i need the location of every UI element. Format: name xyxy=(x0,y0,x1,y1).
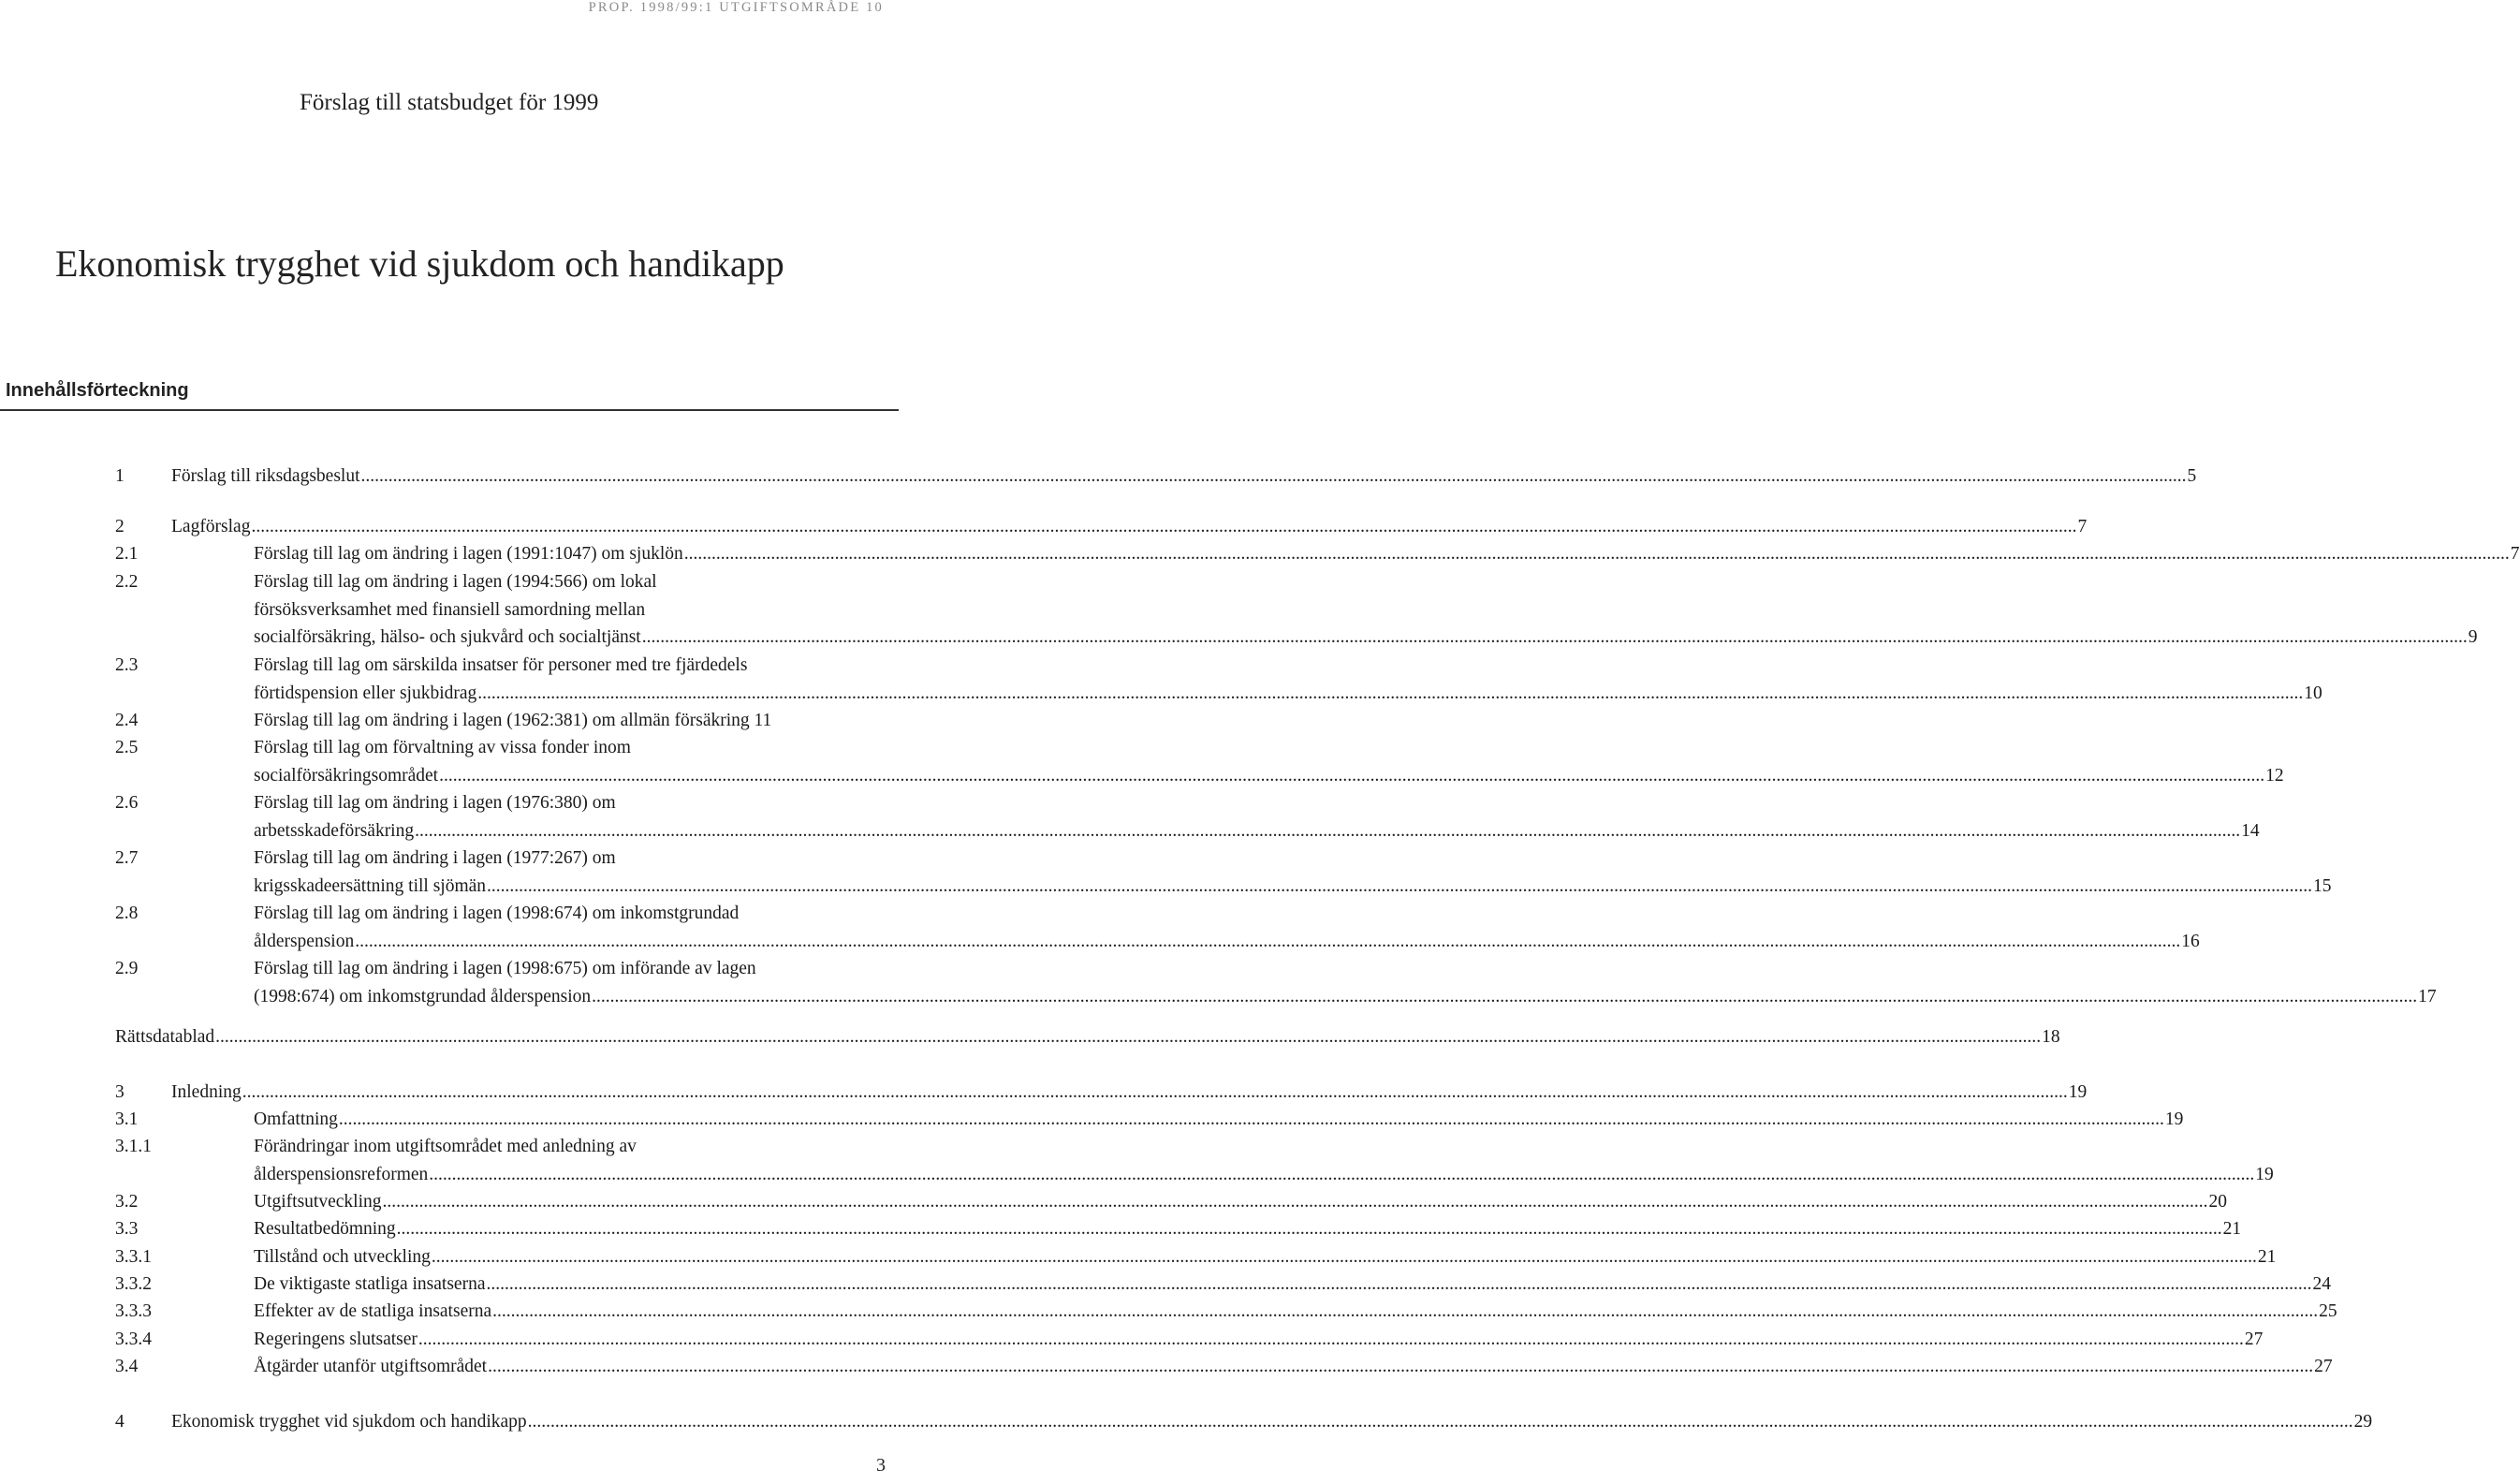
running-head: PROP. 1998/99:1 UTGIFTSOMRÅDE 10 xyxy=(588,0,884,15)
toc-entry-page: 10 xyxy=(2304,683,2322,703)
toc-entry-title: försöksverksamhet med finansiell samordning mellan xyxy=(254,599,646,620)
toc-entry-number: 2.2 xyxy=(115,572,139,592)
toc-entry-title: krigsskadeersättning till sjömän xyxy=(254,875,487,896)
toc-entry-number: 3.3.2 xyxy=(115,1274,152,1294)
dot-leader: ................................................................................................................................................................................................................................................................................................................................................................................................................ xyxy=(641,627,2468,647)
toc-entry-title: Förslag till lag om ändring i lagen (1962:381) om allmän försäkring 11 xyxy=(254,711,772,730)
dot-leader: ................................................................................................................................................................................................................................................................................................................................................................................................................ xyxy=(251,517,2077,536)
toc-entry-number: 3 xyxy=(115,1082,125,1102)
toc-entry-page: 9 xyxy=(2468,627,2478,647)
toc-entry-title: Förslag till lag om särskilda insatser för personer med tre fjärdedels xyxy=(254,655,748,675)
toc-entry-page: 27 xyxy=(2244,1330,2264,1349)
toc-entry-number: 2.9 xyxy=(115,959,139,978)
dot-leader: ................................................................................................................................................................................................................................................................................................................................................................................................................ xyxy=(592,986,2418,1006)
toc-entry-title: Förslag till lag om ändring i lagen (1994:566) om lokal xyxy=(254,572,657,592)
toc-entry-number: 3.3.1 xyxy=(115,1247,152,1267)
toc-entry-page: 15 xyxy=(2313,875,2332,896)
toc-entry-number: 2.5 xyxy=(115,738,139,757)
budget-title: Förslag till statsbudget för 1999 xyxy=(300,90,599,115)
toc-entry-page: 25 xyxy=(2319,1301,2337,1321)
dot-leader: ................................................................................................................................................................................................................................................................................................................................................................................................................ xyxy=(487,875,2313,896)
toc-entry-title: Rättsdatablad xyxy=(115,1027,215,1047)
dot-leader: ................................................................................................................................................................................................................................................................................................................................................................................................................ xyxy=(355,931,2181,951)
toc-entry-number: 3.4 xyxy=(115,1357,139,1376)
toc-entry-page: 19 xyxy=(2255,1164,2274,1184)
toc-entry-title: Förändringar inom utgiftsområdet med anledning av xyxy=(254,1137,637,1156)
toc-entry-page: 19 xyxy=(2068,1082,2088,1102)
toc-entry-page: 27 xyxy=(2314,1357,2333,1376)
toc-heading: Innehållsförteckning xyxy=(6,380,189,401)
toc-entry-title: Förslag till lag om ändring i lagen (1976:380) om xyxy=(254,793,616,813)
toc-entry-title: Lagförslag xyxy=(171,517,251,536)
toc-entry-title: Resultatbedömning xyxy=(254,1219,396,1239)
dot-leader: ................................................................................................................................................................................................................................................................................................................................................................................................................ xyxy=(382,1192,2208,1212)
toc-entry-title: Omfattning xyxy=(254,1109,338,1129)
page-number: 3 xyxy=(876,1455,886,1476)
toc-entry-title: Tillstånd och utveckling xyxy=(254,1247,431,1267)
toc-entry-title: Ekonomisk trygghet vid sjukdom och handikapp xyxy=(171,1412,527,1432)
dot-leader: ................................................................................................................................................................................................................................................................................................................................................................................................................ xyxy=(242,1082,2068,1102)
dot-leader: ................................................................................................................................................................................................................................................................................................................................................................................................................ xyxy=(415,820,2241,841)
toc-entry-number: 2.4 xyxy=(115,711,139,730)
toc-entry-page: 14 xyxy=(2241,820,2260,841)
dot-leader: ................................................................................................................................................................................................................................................................................................................................................................................................................ xyxy=(488,1357,2314,1376)
toc-entry-page: 17 xyxy=(2418,986,2437,1006)
toc-entry-title: förtidspension eller sjukbidrag xyxy=(254,683,477,703)
toc-entry-title: Förslag till lag om ändring i lagen (1977:267) om xyxy=(254,848,616,868)
toc-entry-number: 4 xyxy=(115,1412,125,1432)
toc-entry-number: 3.3 xyxy=(115,1219,139,1239)
toc-entry-number: 2.3 xyxy=(115,655,139,675)
dot-leader: ................................................................................................................................................................................................................................................................................................................................................................................................................ xyxy=(396,1219,2222,1239)
toc-entry-page: 5 xyxy=(2187,466,2197,486)
toc-entry-page: 21 xyxy=(2257,1247,2277,1267)
toc-entry-title: (1998:674) om inkomstgrundad ålderspension xyxy=(254,986,592,1006)
toc-entry-number: 3.2 xyxy=(115,1192,139,1212)
toc-entry-title: Förslag till lag om ändring i lagen (1998:675) om införande av lagen xyxy=(254,959,756,978)
toc-entry-page: 19 xyxy=(2164,1109,2184,1129)
toc-entry-title: arbetsskadeförsäkring xyxy=(254,820,415,841)
toc-entry-number: 1 xyxy=(115,466,125,486)
toc-entry-number: 3.3.3 xyxy=(115,1301,152,1321)
dot-leader: ................................................................................................................................................................................................................................................................................................................................................................................................................ xyxy=(486,1274,2312,1294)
toc-entry-page: 21 xyxy=(2222,1219,2242,1239)
toc-entry-page: 18 xyxy=(2042,1027,2060,1047)
toc-entry-page: 16 xyxy=(2181,931,2200,951)
dot-leader: ................................................................................................................................................................................................................................................................................................................................................................................................................ xyxy=(492,1301,2319,1321)
dot-leader: ................................................................................................................................................................................................................................................................................................................................................................................................................ xyxy=(360,466,2187,486)
toc-entry-page: 29 xyxy=(2353,1412,2373,1432)
toc-entry-title: ålderspensionsreformen xyxy=(254,1164,429,1184)
toc-entry-page: 24 xyxy=(2312,1274,2331,1294)
dot-leader: ................................................................................................................................................................................................................................................................................................................................................................................................................ xyxy=(418,1330,2244,1349)
dot-leader: ................................................................................................................................................................................................................................................................................................................................................................................................................ xyxy=(431,1247,2257,1267)
dot-leader: ................................................................................................................................................................................................................................................................................................................................................................................................................ xyxy=(429,1164,2255,1184)
toc-entry-title: Förslag till lag om ändring i lagen (1991:1047) om sjuklön xyxy=(254,544,683,564)
toc-entry-number: 3.1.1 xyxy=(115,1137,152,1156)
toc-entry-title: Förslag till riksdagsbeslut xyxy=(171,466,360,486)
toc-entry-number: 2.8 xyxy=(115,904,139,923)
toc-entry-title: ålderspension xyxy=(254,931,355,951)
toc-entry-title: Förslag till lag om ändring i lagen (1998:674) om inkomstgrundad xyxy=(254,904,740,923)
dot-leader: ................................................................................................................................................................................................................................................................................................................................................................................................................ xyxy=(683,544,2510,564)
toc-entry-number: 3.1 xyxy=(115,1109,139,1129)
toc-entry-title: socialförsäkring, hälso- och sjukvård och socialtjänst xyxy=(254,627,641,647)
toc-entry-title: Förslag till lag om förvaltning av vissa fonder inom xyxy=(254,738,631,757)
dot-leader: ................................................................................................................................................................................................................................................................................................................................................................................................................ xyxy=(439,765,2265,786)
toc-entry-page: 20 xyxy=(2208,1192,2227,1212)
toc-entry-title: De viktigaste statliga insatserna xyxy=(254,1274,486,1294)
dot-leader: ................................................................................................................................................................................................................................................................................................................................................................................................................ xyxy=(477,683,2304,703)
toc-entry-page: 7 xyxy=(2077,517,2088,536)
toc-entry-number: 2.6 xyxy=(115,793,139,813)
dot-leader: ................................................................................................................................................................................................................................................................................................................................................................................................................ xyxy=(527,1412,2353,1432)
toc-entry-title: Åtgärder utanför utgiftsområdet xyxy=(254,1357,488,1376)
toc-entry-title: Utgiftsutveckling xyxy=(254,1192,382,1212)
toc-entry-number: 2.7 xyxy=(115,848,139,868)
toc-entry-title: Regeringens slutsatser xyxy=(254,1330,418,1349)
dot-leader: ................................................................................................................................................................................................................................................................................................................................................................................................................ xyxy=(338,1109,2164,1129)
toc-entry-number: 2.1 xyxy=(115,544,139,564)
toc-entry-page: 12 xyxy=(2265,765,2284,786)
toc-entry-number: 3.3.4 xyxy=(115,1330,152,1349)
dot-leader: ................................................................................................................................................................................................................................................................................................................................................................................................................ xyxy=(215,1027,2042,1047)
toc-entry-title: Inledning xyxy=(171,1082,242,1102)
page-title: Ekonomisk trygghet vid sjukdom och handikapp xyxy=(55,242,784,285)
toc-entry-title: socialförsäkringsområdet xyxy=(254,765,439,786)
toc-entry-page: 7 xyxy=(2510,544,2520,564)
toc-entry-title: Effekter av de statliga insatserna xyxy=(254,1301,492,1321)
toc-entry-number: 2 xyxy=(115,517,125,536)
